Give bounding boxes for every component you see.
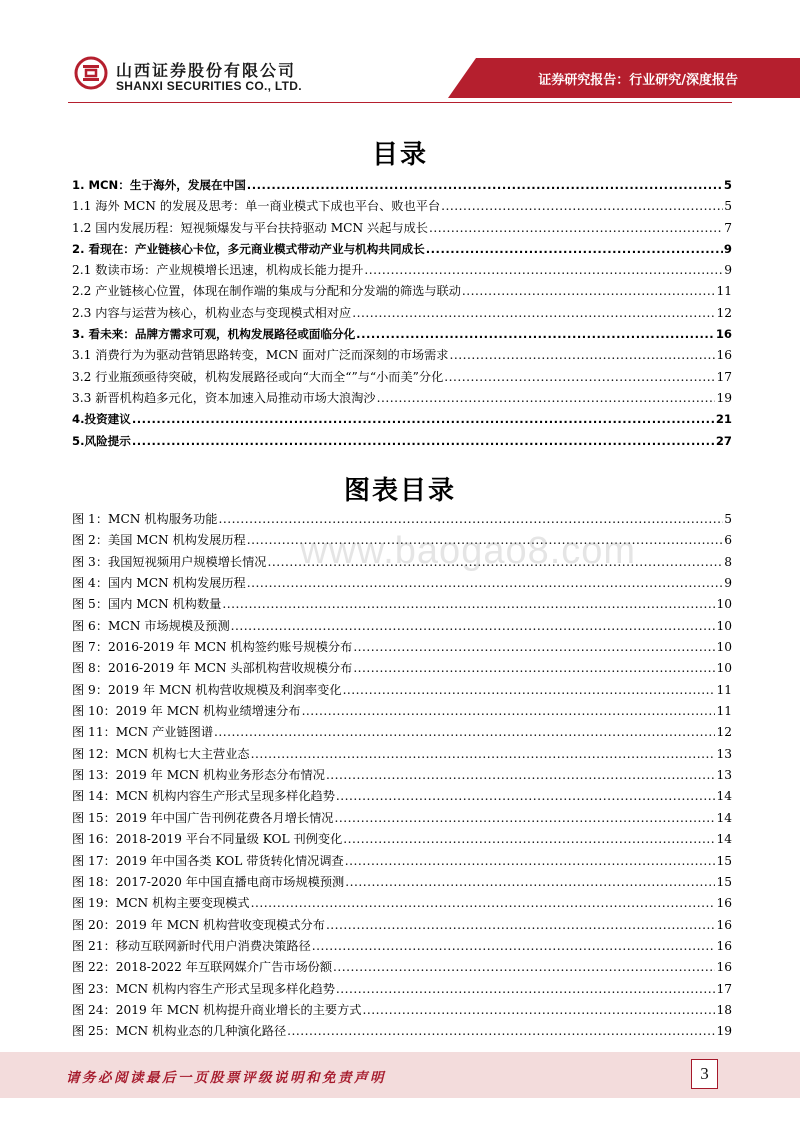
toc-entry[interactable] xyxy=(72,175,732,196)
figure-entry[interactable] xyxy=(72,722,732,743)
dot-leader xyxy=(429,218,723,239)
dot-leader xyxy=(132,431,715,452)
dot-leader xyxy=(449,345,715,366)
dot-leader xyxy=(343,680,716,701)
table-of-contents xyxy=(72,175,732,452)
dot-leader xyxy=(247,175,723,196)
entry-page-number: 16 xyxy=(716,896,732,911)
figure-entry[interactable] xyxy=(72,573,732,594)
entry-page-number: 9 xyxy=(724,263,732,278)
entry-page-number: 13 xyxy=(716,746,732,761)
entry-label: 图 17：2019 年中国各类 KOL 带货转化情况调查 xyxy=(72,853,344,868)
figure-entry[interactable] xyxy=(72,851,732,872)
entry-label: 图 20：2019 年 MCN 机构营收变现模式分布 xyxy=(72,917,325,932)
entry-label: 3. 看未来：品牌方需求可观，机构发展路径或面临分化 xyxy=(72,327,356,342)
figure-entry[interactable] xyxy=(72,979,732,1000)
entry-label: 图 11：MCN 产业链图谱 xyxy=(72,725,214,740)
entry-page-number: 10 xyxy=(716,597,732,612)
toc-entry[interactable] xyxy=(72,409,732,430)
toc-entry[interactable] xyxy=(72,196,732,217)
dot-leader xyxy=(345,851,716,872)
entry-page-number: 16 xyxy=(716,348,732,363)
dot-leader xyxy=(363,1000,716,1021)
entry-label: 图 5：国内 MCN 机构数量 xyxy=(72,597,222,612)
figure-entry[interactable] xyxy=(72,1000,732,1021)
entry-label: 5.风险提示 xyxy=(72,433,131,448)
dot-leader xyxy=(364,260,723,281)
entry-page-number: 11 xyxy=(716,704,732,719)
entry-label: 图 6：MCN 市场规模及预测 xyxy=(72,618,230,633)
toc-entry[interactable] xyxy=(72,303,732,324)
entry-page-number: 16 xyxy=(716,938,732,953)
entry-page-number: 10 xyxy=(716,618,732,633)
entry-page-number: 12 xyxy=(716,725,732,740)
entry-page-number: 7 xyxy=(724,220,732,235)
dot-leader xyxy=(353,658,715,679)
figure-entry[interactable] xyxy=(72,637,732,658)
entry-label: 图 10：2019 年 MCN 机构业绩增速分布 xyxy=(72,704,301,719)
entry-label: 图 8：2016-2019 年 MCN 头部机构营收规模分布 xyxy=(72,661,353,676)
page-number: 3 xyxy=(691,1059,718,1089)
dot-leader xyxy=(326,915,716,936)
dot-leader xyxy=(343,829,715,850)
entry-page-number: 11 xyxy=(716,682,732,697)
dot-leader xyxy=(132,409,715,430)
entry-label: 图 7：2016-2019 年 MCN 机构签约账号规模分布 xyxy=(72,640,353,655)
entry-label: 图 18：2017-2020 年中国直播电商市场规模预测 xyxy=(72,874,345,889)
entry-page-number: 12 xyxy=(716,305,732,320)
toc-entry[interactable] xyxy=(72,281,732,302)
toc-entry[interactable] xyxy=(72,260,732,281)
dot-leader xyxy=(326,765,716,786)
entry-page-number: 17 xyxy=(716,981,732,996)
figure-entry[interactable] xyxy=(72,658,732,679)
entry-page-number: 6 xyxy=(724,533,732,548)
figure-entry[interactable] xyxy=(72,616,732,637)
toc-entry[interactable] xyxy=(72,388,732,409)
entry-page-number: 10 xyxy=(716,640,732,655)
entry-label: 2.1 数读市场：产业规模增长迅速，机构成长能力提升 xyxy=(72,263,364,278)
figure-list xyxy=(72,509,732,1043)
dot-leader xyxy=(312,936,716,957)
figure-entry[interactable] xyxy=(72,509,732,530)
figure-entry[interactable] xyxy=(72,765,732,786)
dot-leader xyxy=(462,281,716,302)
entry-page-number: 5 xyxy=(724,512,732,526)
dot-leader xyxy=(333,957,715,978)
entry-page-number: 11 xyxy=(716,284,732,299)
dot-leader xyxy=(444,367,715,388)
entry-label: 图 16：2018-2019 平台不同量级 KOL 刊例变化 xyxy=(72,832,343,847)
entry-label: 3.1 消费行为为驱动营销思路转变，MCN 面对广泛而深刻的市场需求 xyxy=(72,348,449,363)
dot-leader xyxy=(214,722,715,743)
figure-entry[interactable] xyxy=(72,1021,732,1042)
entry-label: 1. MCN：生于海外，发展在中国 xyxy=(72,178,246,192)
entry-label: 1.1 海外 MCN 的发展及思考：单一商业模式下成也平台、败也平台 xyxy=(72,199,441,214)
toc-entry[interactable] xyxy=(72,239,732,260)
entry-page-number: 19 xyxy=(716,1024,732,1039)
entry-label: 3.3 新晋机构趋多元化，资本加速入局推动市场大浪淘沙 xyxy=(72,390,376,405)
company-name-cn: 山西证券股份有限公司 xyxy=(116,61,297,80)
entry-label: 图 15：2019 年中国广告刊例花费各月增长情况 xyxy=(72,810,334,825)
header-divider xyxy=(68,102,732,103)
entry-label: 2.2 产业链核心位置，体现在制作端的集成与分配和分发端的筛选与联动 xyxy=(72,284,461,299)
entry-page-number: 16 xyxy=(716,917,732,932)
figure-entry[interactable] xyxy=(72,808,732,829)
figure-entry[interactable] xyxy=(72,872,732,893)
entry-label: 图 25：MCN 机构业态的几种演化路径 xyxy=(72,1024,287,1039)
dot-leader xyxy=(426,239,723,260)
toc-title: 目录 xyxy=(371,140,428,170)
toc-entry[interactable] xyxy=(72,324,732,345)
figure-entry[interactable] xyxy=(72,680,732,701)
dot-leader xyxy=(251,744,716,765)
dot-leader xyxy=(336,786,716,807)
dot-leader xyxy=(251,893,716,914)
figure-entry[interactable] xyxy=(72,744,732,765)
dot-leader xyxy=(287,1021,715,1042)
entry-page-number: 5 xyxy=(724,199,732,214)
entry-page-number: 13 xyxy=(716,768,732,783)
dot-leader xyxy=(302,701,716,722)
entry-label: 图 14：MCN 机构内容生产形式呈现多样化趋势 xyxy=(72,789,335,804)
entry-page-number: 9 xyxy=(723,241,732,256)
entry-page-number: 16 xyxy=(715,327,732,342)
entry-page-number: 5 xyxy=(723,178,732,192)
entry-label: 图 21：移动互联网新时代用户消费决策路径 xyxy=(72,938,311,953)
entry-label: 2. 看现在：产业链核心卡位，多元商业模式带动产业与机构共同成长 xyxy=(72,241,425,256)
entry-page-number: 8 xyxy=(724,554,732,569)
company-name-en: SHANXI SECURITIES CO., LTD. xyxy=(116,79,302,93)
entry-page-number: 21 xyxy=(715,412,732,427)
dot-leader xyxy=(231,616,716,637)
entry-page-number: 15 xyxy=(716,853,732,868)
entry-page-number: 15 xyxy=(716,874,732,889)
entry-page-number: 14 xyxy=(716,810,732,825)
entry-label: 图 19：MCN 机构主要变现模式 xyxy=(72,896,250,911)
entry-page-number: 10 xyxy=(716,661,732,676)
entry-page-number: 14 xyxy=(716,832,732,847)
entry-label: 图 3：我国短视频用户规模增长情况 xyxy=(72,554,267,569)
dot-leader xyxy=(377,388,716,409)
entry-label: 图 24：2019 年 MCN 机构提升商业增长的主要方式 xyxy=(72,1002,362,1017)
watermark: www.baogao8.com xyxy=(300,530,637,572)
toc-entry[interactable] xyxy=(72,345,732,366)
figure-entry[interactable] xyxy=(72,893,732,914)
dot-leader xyxy=(218,509,723,530)
entry-label: 1.2 国内发展历程：短视频爆发与平台扶持驱动 MCN 兴起与成长 xyxy=(72,220,428,235)
entry-label: 图 4：国内 MCN 机构发展历程 xyxy=(72,576,246,591)
entry-page-number: 9 xyxy=(724,576,732,591)
figure-entry[interactable] xyxy=(72,957,732,978)
entry-page-number: 16 xyxy=(716,960,732,975)
figure-entry[interactable] xyxy=(72,786,732,807)
page-header xyxy=(0,0,800,110)
entry-label: 图 12：MCN 机构七大主营业态 xyxy=(72,746,250,761)
entry-page-number: 27 xyxy=(715,433,732,448)
dot-leader xyxy=(345,872,715,893)
figure-entry[interactable] xyxy=(72,915,732,936)
figure-list-title: 图表目录 xyxy=(343,476,456,506)
entry-label: 2.3 内容与运营为核心，机构业态与变现模式相对应 xyxy=(72,305,352,320)
entry-label: 图 9：2019 年 MCN 机构营收规模及利润率变化 xyxy=(72,682,342,697)
entry-page-number: 18 xyxy=(716,1002,732,1017)
toc-entry[interactable] xyxy=(72,367,732,388)
toc-entry[interactable] xyxy=(72,431,732,452)
entry-page-number: 17 xyxy=(716,369,732,384)
entry-label: 3.2 行业瓶颈亟待突破，机构发展路径或向“大而全“”与“小而美”分化 xyxy=(72,369,444,384)
figure-entry[interactable] xyxy=(72,701,732,722)
figure-entry[interactable] xyxy=(72,829,732,850)
entry-label: 4.投资建议 xyxy=(72,412,131,427)
dot-leader xyxy=(356,324,715,345)
entry-label: 图 13：2019 年 MCN 机构业务形态分布情况 xyxy=(72,768,325,783)
dot-leader xyxy=(222,594,715,615)
entry-label: 图 2：美国 MCN 机构发展历程 xyxy=(72,533,246,548)
entry-label: 图 23：MCN 机构内容生产形式呈现多样化趋势 xyxy=(72,981,335,996)
dot-leader xyxy=(336,979,716,1000)
company-logo-icon xyxy=(74,56,108,90)
dot-leader xyxy=(441,196,723,217)
entry-page-number: 14 xyxy=(716,789,732,804)
report-type: 证券研究报告：行业研究/深度报告 xyxy=(538,73,738,88)
dot-leader xyxy=(353,637,715,658)
entry-label: 图 1：MCN 机构服务功能 xyxy=(72,512,218,526)
dot-leader xyxy=(334,808,715,829)
figure-entry[interactable] xyxy=(72,936,732,957)
toc-entry[interactable] xyxy=(72,218,732,239)
figure-entry[interactable] xyxy=(72,594,732,615)
entry-label: 图 22：2018-2022 年互联网媒介广告市场份额 xyxy=(72,960,333,975)
entry-page-number: 19 xyxy=(716,390,732,405)
disclaimer-notice: 请务必阅读最后一页股票评级说明和免责声明 xyxy=(66,1070,386,1086)
dot-leader xyxy=(352,303,715,324)
dot-leader xyxy=(247,573,724,594)
